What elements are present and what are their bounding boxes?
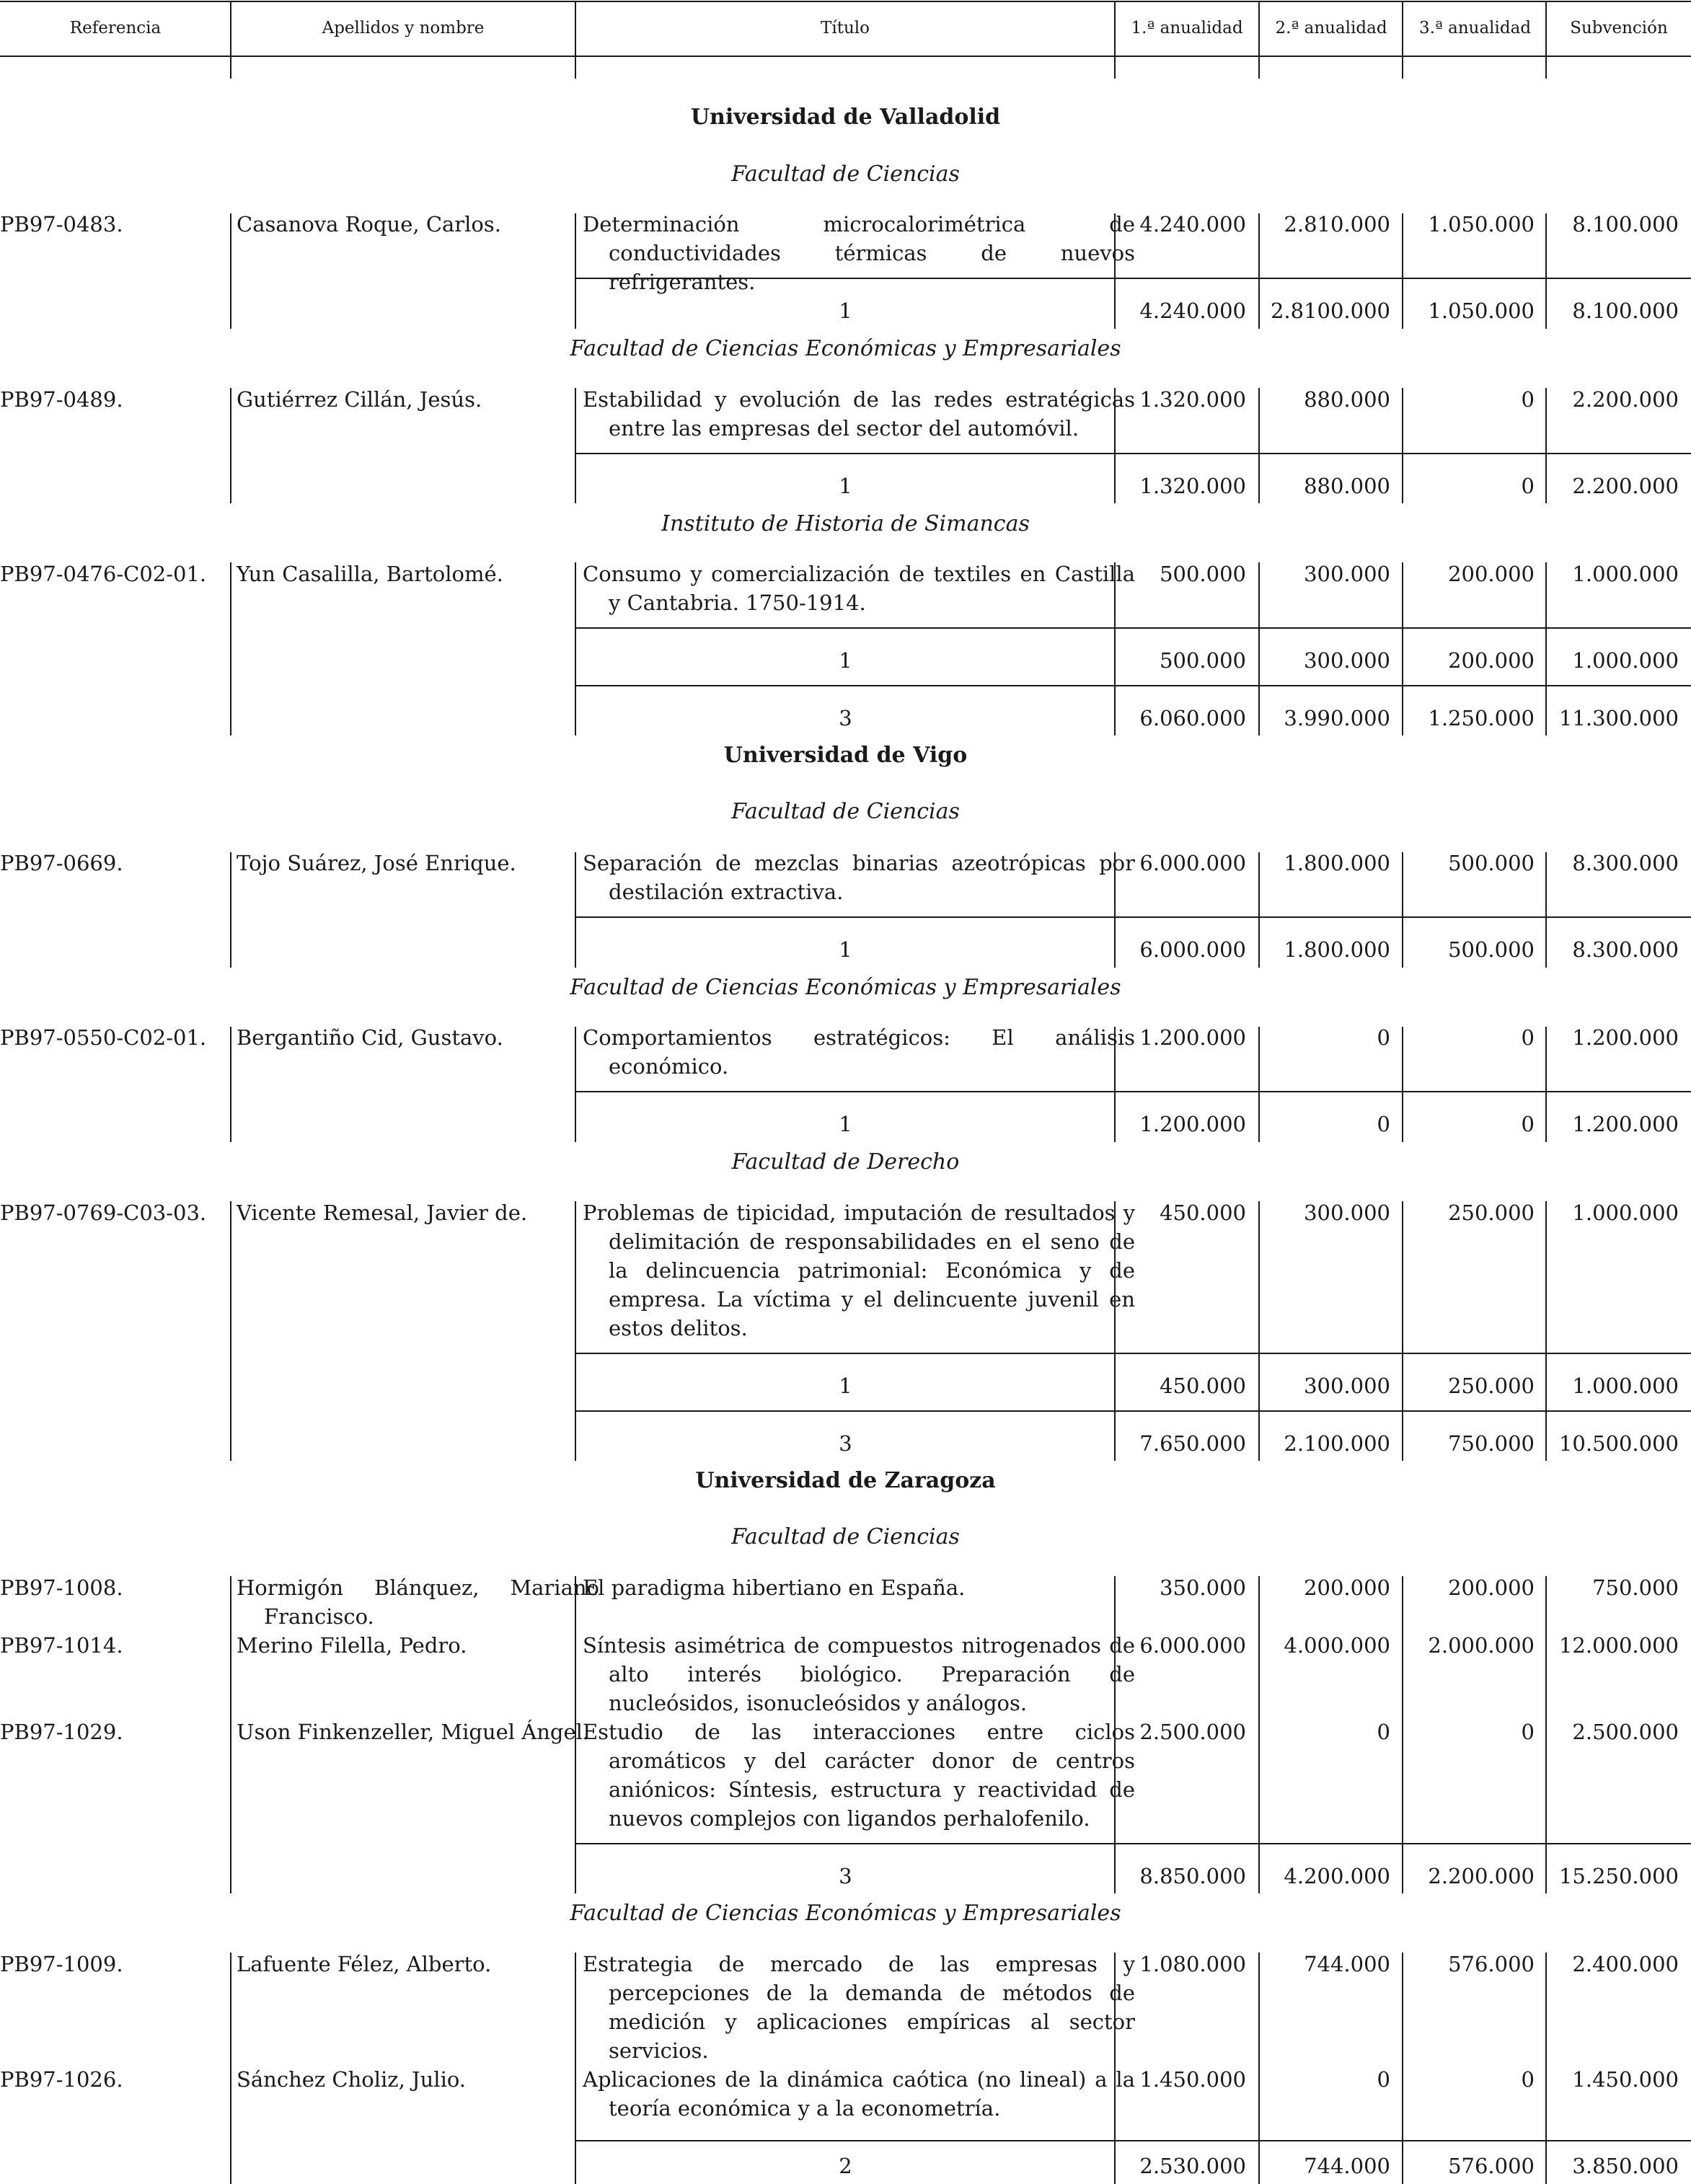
project-title: Estabilidad y evolución de las redes estratégicas entre las empresas del sector del automóvil. — [583, 387, 1135, 441]
annuity-3: 2.000.000 — [1428, 1633, 1535, 1658]
section-facultad: Facultad de Ciencias — [731, 799, 960, 824]
col-divider — [230, 852, 231, 968]
annuity-2: 200.000 — [1304, 1575, 1390, 1600]
subtotal-a3: 0 — [1521, 1112, 1535, 1136]
section-facultad: Facultad de Ciencias Económicas y Empresariales — [570, 975, 1121, 1000]
annuity-3: 0 — [1521, 2067, 1535, 2092]
header-titulo: Título — [821, 19, 870, 37]
subtotal-subsidy: 15.250.000 — [1558, 1864, 1679, 1888]
col-divider — [1545, 1027, 1547, 1142]
col-divider — [230, 1576, 231, 1893]
col-divider — [1545, 1576, 1547, 1893]
project-reference: PB97-1009. — [0, 1952, 123, 1976]
project-reference: PB97-0483. — [0, 212, 123, 236]
subtotal-a1: 500.000 — [1160, 648, 1246, 673]
researcher-name: Lafuente Félez, Alberto. — [237, 1952, 492, 1976]
subtotal-count: 1 — [839, 1112, 852, 1136]
project-reference: PB97-0550-C02-01. — [0, 1025, 207, 1050]
project-reference: PB97-0769-C03-03. — [0, 1201, 207, 1225]
col-divider — [1545, 1201, 1547, 1461]
header-divider — [575, 1, 576, 79]
col-divider — [1402, 852, 1403, 968]
annuity-3: 0 — [1521, 387, 1535, 412]
subtotal-rule — [575, 2140, 1691, 2141]
annuity-2: 1.800.000 — [1284, 851, 1390, 875]
annuity-2: 300.000 — [1304, 562, 1390, 586]
subtotal-count: 2 — [839, 2154, 852, 2178]
total-a3: 750.000 — [1448, 1431, 1535, 1456]
subtotal-rule — [575, 627, 1691, 629]
researcher-name: Yun Casalilla, Bartolomé. — [237, 562, 503, 586]
subtotal-count: 1 — [839, 474, 852, 498]
subtotal-a2: 744.000 — [1304, 2154, 1390, 2178]
project-title: Comportamientos estratégicos: El análisis económico. — [583, 1025, 1135, 1079]
subtotal-a2: 1.800.000 — [1284, 937, 1390, 962]
subtotal-a2: 0 — [1377, 1112, 1390, 1136]
annuity-1: 450.000 — [1160, 1201, 1246, 1225]
subtotal-a2: 300.000 — [1304, 648, 1390, 673]
header-divider — [1545, 1, 1547, 79]
researcher-name: Merino Filella, Pedro. — [237, 1633, 467, 1658]
subtotal-subsidy: 1.000.000 — [1572, 1374, 1679, 1398]
total-a1: 7.650.000 — [1139, 1431, 1246, 1456]
col-divider — [1258, 1027, 1260, 1142]
header-apellidos: Apellidos y nombre — [322, 19, 485, 37]
subsidy: 750.000 — [1592, 1575, 1679, 1600]
total-subsidy: 10.500.000 — [1558, 1431, 1679, 1456]
col-divider — [230, 1953, 231, 2184]
researcher-name: Tojo Suárez, José Enrique. — [237, 851, 516, 875]
subtotal-a1: 6.000.000 — [1139, 937, 1246, 962]
project-title: El paradigma hibertiano en España. — [583, 1575, 966, 1600]
subtotal-subsidy: 3.850.000 — [1572, 2154, 1679, 2178]
section-facultad: Instituto de Historia de Simancas — [661, 511, 1030, 536]
col-divider — [230, 562, 231, 735]
project-title: Problemas de tipicidad, imputación de resultados y delimitación de responsabilidades en el seno de la delincuencia patrimonial: Económica y de empresa. La víctima y el delincuente juvenil en estos delitos. — [583, 1201, 1135, 1340]
subtotal-count: 1 — [839, 937, 852, 962]
subtotal-subsidy: 1.000.000 — [1572, 648, 1679, 673]
subtotal-a1: 450.000 — [1160, 1374, 1246, 1398]
subtotal-subsidy: 2.200.000 — [1572, 474, 1679, 498]
researcher-name: Uson Finkenzeller, Miguel Ángel. — [237, 1720, 590, 1744]
section-facultad: Facultad de Ciencias — [731, 162, 960, 187]
col-divider — [1545, 562, 1547, 735]
col-divider — [575, 562, 576, 735]
annuity-3: 576.000 — [1448, 1952, 1535, 1976]
researcher-name: Casanova Roque, Carlos. — [237, 212, 501, 236]
project-reference: PB97-0669. — [0, 851, 123, 875]
subtotal-a1: 4.240.000 — [1139, 299, 1246, 323]
subsidy: 1.000.000 — [1572, 562, 1679, 586]
subtotal-subsidy: 1.200.000 — [1572, 1112, 1679, 1136]
annuity-2: 880.000 — [1304, 387, 1390, 412]
col-divider — [230, 213, 231, 329]
annuity-3: 0 — [1521, 1720, 1535, 1744]
total-a1: 6.060.000 — [1139, 706, 1246, 730]
total-count: 3 — [839, 706, 852, 730]
col-divider — [1258, 213, 1260, 329]
subsidy: 2.400.000 — [1572, 1952, 1679, 1976]
annuity-1: 1.080.000 — [1139, 1952, 1246, 1976]
researcher-name: Bergantiño Cid, Gustavo. — [237, 1025, 503, 1050]
total-count: 3 — [839, 1431, 852, 1456]
annuity-1: 6.000.000 — [1139, 1633, 1246, 1658]
annuity-1: 1.450.000 — [1139, 2067, 1246, 2092]
subtotal-rule — [575, 1353, 1691, 1354]
col-divider — [1402, 1027, 1403, 1142]
col-divider — [1545, 388, 1547, 503]
annuity-1: 1.200.000 — [1139, 1025, 1246, 1050]
subtotal-a1: 8.850.000 — [1139, 1864, 1246, 1888]
col-divider — [1402, 388, 1403, 503]
header-a3: 3.ª anualidad — [1418, 19, 1532, 37]
project-reference: PB97-1008. — [0, 1575, 123, 1600]
annuity-3: 500.000 — [1448, 851, 1535, 875]
col-divider — [1402, 1953, 1403, 2184]
subsidy: 2.500.000 — [1572, 1720, 1679, 1744]
col-divider — [230, 1201, 231, 1461]
header-subvencion: Subvención — [1570, 19, 1668, 37]
annuity-3: 250.000 — [1448, 1201, 1535, 1225]
col-divider — [1402, 1201, 1403, 1461]
project-title: Aplicaciones de la dinámica caótica (no lineal) a la teoría económica y a la econometría. — [583, 2067, 1135, 2121]
subtotal-count: 3 — [839, 1864, 852, 1888]
subsidy: 2.200.000 — [1572, 387, 1679, 412]
total-a2: 2.100.000 — [1284, 1431, 1390, 1456]
subtotal-a2: 300.000 — [1304, 1374, 1390, 1398]
subtotal-a3: 1.050.000 — [1428, 299, 1535, 323]
subtotal-a1: 2.530.000 — [1139, 2154, 1246, 2178]
section-universidad: Universidad de Vigo — [723, 743, 968, 768]
project-title: Determinación microcalorimétrica de conductividades térmicas de nuevos refrigerantes. — [583, 212, 1135, 294]
subtotal-count: 1 — [839, 648, 852, 673]
annuity-1: 1.320.000 — [1139, 387, 1246, 412]
annuity-3: 200.000 — [1448, 562, 1535, 586]
subtotal-a3: 200.000 — [1448, 648, 1535, 673]
col-divider — [1258, 852, 1260, 968]
subtotal-a2: 880.000 — [1304, 474, 1390, 498]
section-universidad: Universidad de Zaragoza — [695, 1468, 996, 1493]
annuity-1: 6.000.000 — [1139, 851, 1246, 875]
annuity-2: 0 — [1377, 1720, 1390, 1744]
annuity-1: 2.500.000 — [1139, 1720, 1246, 1744]
subtotal-a3: 0 — [1521, 474, 1535, 498]
subsidy: 8.100.000 — [1572, 212, 1679, 236]
researcher-name: Hormigón Blánquez, Mariano Francisco. — [237, 1575, 599, 1629]
total-rule — [575, 1410, 1691, 1412]
annuity-1: 500.000 — [1160, 562, 1246, 586]
header-a1: 1.ª anualidad — [1131, 19, 1243, 37]
subtotal-a3: 2.200.000 — [1428, 1864, 1535, 1888]
col-divider — [1545, 852, 1547, 968]
annuity-2: 0 — [1377, 2067, 1390, 2092]
col-divider — [1402, 562, 1403, 735]
subtotal-rule — [575, 1843, 1691, 1844]
header-divider — [1114, 1, 1116, 79]
subsidy: 12.000.000 — [1558, 1633, 1679, 1658]
subtotal-a3: 500.000 — [1448, 937, 1535, 962]
subtotal-a1: 1.200.000 — [1139, 1112, 1246, 1136]
project-title: Separación de mezclas binarias azeotrópicas por destilación extractiva. — [583, 851, 1135, 904]
total-rule — [575, 685, 1691, 686]
col-divider — [1545, 213, 1547, 329]
annuity-1: 4.240.000 — [1139, 212, 1246, 236]
col-divider — [575, 1201, 576, 1461]
header-referencia: Referencia — [69, 19, 162, 37]
annuity-1: 350.000 — [1160, 1575, 1246, 1600]
project-reference: PB97-0489. — [0, 387, 123, 412]
subtotal-rule — [575, 453, 1691, 454]
subtotal-count: 1 — [839, 299, 852, 323]
subtotal-subsidy: 8.100.000 — [1572, 299, 1679, 323]
subtotal-a1: 1.320.000 — [1139, 474, 1246, 498]
total-subsidy: 11.300.000 — [1558, 706, 1679, 730]
annuity-2: 2.810.000 — [1284, 212, 1390, 236]
project-title: Consumo y comercialización de textiles en Castilla y Cantabria. 1750-1914. — [583, 562, 1135, 615]
subtotal-rule — [575, 916, 1691, 918]
section-facultad: Facultad de Derecho — [731, 1149, 960, 1175]
col-divider — [1258, 1576, 1260, 1893]
col-divider — [1402, 213, 1403, 329]
col-divider — [1258, 562, 1260, 735]
project-title: Estudio de las interacciones entre ciclos aromáticos y del carácter donor de centros aniónicos: Síntesis, estructura y reactividad de nuevos complejos con ligandos perhalofenilo. — [583, 1720, 1135, 1831]
subtotal-a2: 4.200.000 — [1284, 1864, 1390, 1888]
subsidy: 8.300.000 — [1572, 851, 1679, 875]
subtotal-rule — [575, 1091, 1691, 1092]
subtotal-count: 1 — [839, 1374, 852, 1398]
project-reference: PB97-1029. — [0, 1720, 123, 1744]
annuity-2: 0 — [1377, 1025, 1390, 1050]
subtotal-a2: 2.8100.000 — [1270, 299, 1390, 323]
annuity-3: 200.000 — [1448, 1575, 1535, 1600]
col-divider — [1258, 388, 1260, 503]
section-universidad: Universidad de Valladolid — [690, 105, 1001, 130]
header-divider — [230, 1, 231, 79]
subtotal-subsidy: 8.300.000 — [1572, 937, 1679, 962]
researcher-name: Sánchez Choliz, Julio. — [237, 2067, 467, 2092]
col-divider — [1258, 1201, 1260, 1461]
researcher-name: Vicente Remesal, Javier de. — [237, 1201, 528, 1225]
annuity-3: 1.050.000 — [1428, 212, 1535, 236]
header-divider — [1258, 1, 1260, 79]
col-divider — [230, 388, 231, 503]
annuity-2: 300.000 — [1304, 1201, 1390, 1225]
col-divider — [1258, 1953, 1260, 2184]
subsidy: 1.450.000 — [1572, 2067, 1679, 2092]
col-divider — [230, 1027, 231, 1142]
project-title: Síntesis asimétrica de compuestos nitrogenados de alto interés biológico. Preparación de nucleósidos, isonucleósidos y análogos. — [583, 1633, 1135, 1715]
annuity-2: 4.000.000 — [1284, 1633, 1390, 1658]
section-facultad: Facultad de Ciencias — [731, 1524, 960, 1549]
subtotal-a3: 250.000 — [1448, 1374, 1535, 1398]
total-a3: 1.250.000 — [1428, 706, 1535, 730]
researcher-name: Gutiérrez Cillán, Jesús. — [237, 387, 482, 412]
section-facultad: Facultad de Ciencias Económicas y Empresariales — [570, 1901, 1121, 1926]
subsidy: 1.200.000 — [1572, 1025, 1679, 1050]
project-reference: PB97-1014. — [0, 1633, 123, 1658]
project-reference: PB97-1026. — [0, 2067, 123, 2092]
subtotal-a3: 576.000 — [1448, 2154, 1535, 2178]
annuity-3: 0 — [1521, 1025, 1535, 1050]
project-reference: PB97-0476-C02-01. — [0, 562, 207, 586]
section-facultad: Facultad de Ciencias Económicas y Empresariales — [570, 336, 1121, 361]
total-a2: 3.990.000 — [1284, 706, 1390, 730]
header-divider — [1402, 1, 1403, 79]
annuity-2: 744.000 — [1304, 1952, 1390, 1976]
header-a2: 2.ª anualidad — [1275, 19, 1387, 37]
col-divider — [1545, 1953, 1547, 2184]
subsidy: 1.000.000 — [1572, 1201, 1679, 1225]
project-title: Estrategia de mercado de las empresas y percepciones de la demanda de métodos de medición y aplicaciones empíricas al sector servicios. — [583, 1952, 1135, 2063]
col-divider — [1402, 1576, 1403, 1893]
